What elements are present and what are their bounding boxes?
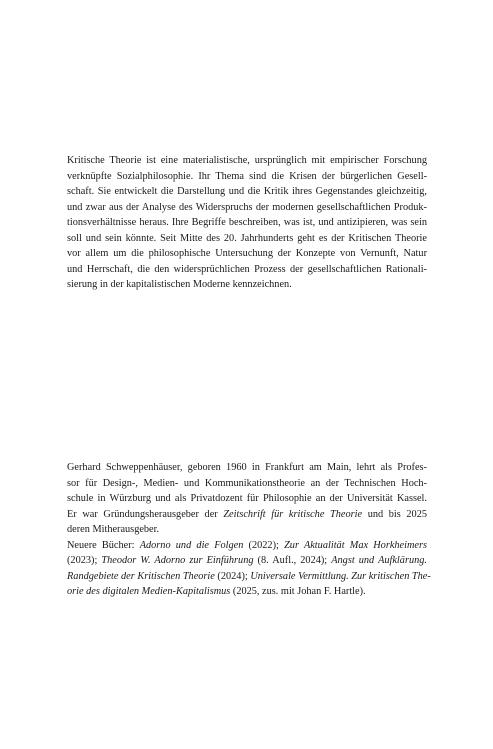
books-line: [67, 538, 427, 554]
bio-line: [67, 507, 427, 523]
intro-line: soll und sein könnte. Seit Mitte des 20. Jahrhunderts geht es der Kritischen Theorie: [67, 232, 427, 244]
intro-line: vor allem um die philosophische Untersuchung der Konzepte von Vernunft, Natur: [67, 248, 427, 259]
book-title: orie des digitalen Medien-Kapitalismus: [67, 586, 231, 597]
book-title: Theodor W. Adorno zur Einführung: [101, 555, 254, 566]
intro-line: und Herrschaft, die den widersprüchlichen Prozess der gesellschaftlichen Rationali-: [67, 263, 427, 275]
intro-paragraph: [67, 153, 427, 293]
intro-line: und zwar aus der Analyse des Widerspruchs der modernen gesellschaftlichen Produk-: [67, 201, 427, 213]
bio-text: Er war Gründungsherausgeber der: [67, 508, 224, 520]
books-label: Neuere Bücher:: [67, 539, 140, 551]
intro-line: verknüpfte Sozialphilosophie. Ihr Thema sind die Krisen der bürgerlichen Gesell-: [67, 170, 427, 182]
intro-line: Kritische Theorie ist eine materialistische, ursprünglich mit empirischer Forschung: [67, 155, 427, 166]
books-line: [67, 584, 427, 600]
bio-line: sor für Design-, Medien- und Kommunikationstheorie an der Technischen Hoch-: [67, 477, 427, 489]
book-title: Angst und Aufklärung.: [331, 555, 427, 566]
book-title: Zur Aktualität Max Horkheimers: [284, 539, 427, 551]
journal-title: Zeitschrift für kritische Theorie: [223, 508, 363, 520]
intro-line: schaft. Sie entwickelt die Darstellung und die Kritik ihres Gegenstandes gleichzeitig,: [67, 186, 427, 197]
books-line: [67, 553, 427, 569]
book-year: (2022);: [243, 539, 285, 551]
book-title: Randgebiete der Kritischen Theorie: [67, 570, 215, 582]
book-year: (8. Aufl., 2024);: [253, 555, 332, 566]
bio-line: Gerhard Schweppenhäuser, geboren 1960 in Frankfurt am Main, lehrt als Profes-: [67, 462, 427, 473]
book-title: Universale Vermittlung. Zur kritischen The-: [250, 570, 431, 582]
bio-line: schule in Würzburg und als Privatdozent für Philosophie an der Universität Kassel.: [67, 493, 427, 504]
intro-line: sierung in der kapitalistischen Moderne kennzeichnen.: [67, 279, 292, 290]
bio-line: deren Mitherausgeber.: [67, 524, 160, 535]
bio-text: und bis 2025: [362, 508, 428, 520]
book-title: Adorno und die Folgen: [139, 539, 244, 551]
intro-line: tionsverhältnisse heraus. Ihre Begriffe beschreiben, was ist, und antizipieren, was sein: [67, 217, 427, 228]
book-year: (2023);: [67, 555, 102, 566]
author-bio: [67, 460, 431, 600]
book-year: (2024);: [214, 570, 251, 582]
books-line: [67, 569, 431, 585]
book-year: (2025, zus. mit Johan F. Hartle).: [230, 586, 366, 597]
